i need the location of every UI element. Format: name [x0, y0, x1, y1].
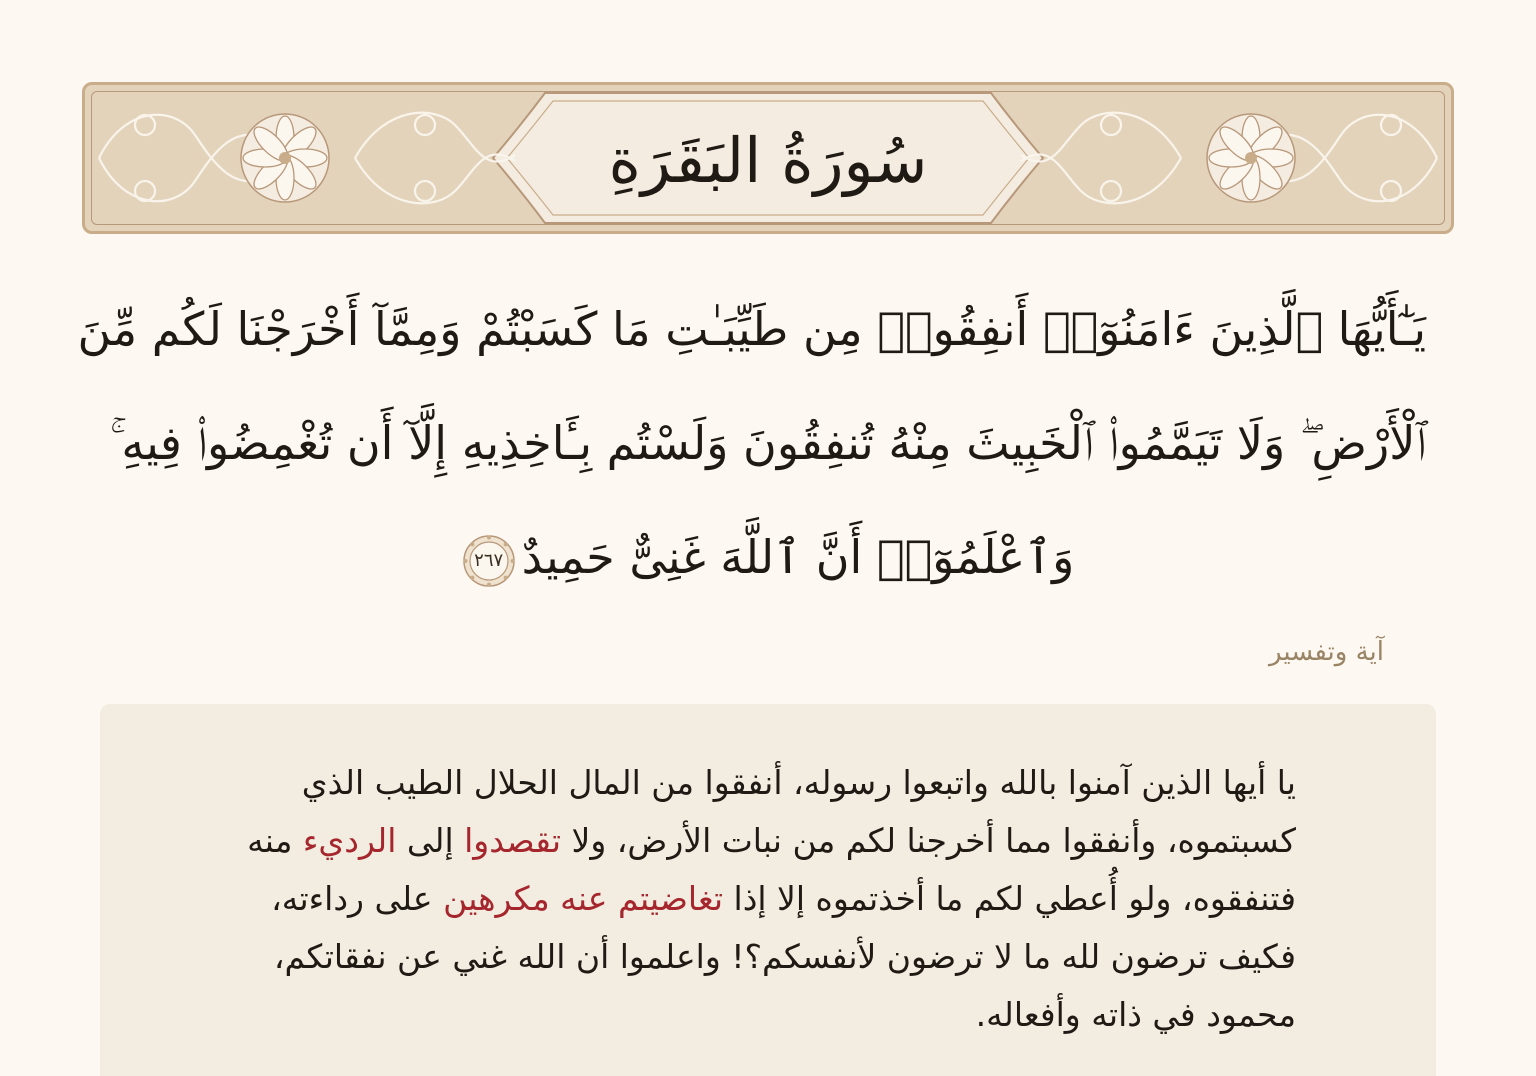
ayah-number: ٢٦٧	[474, 550, 504, 571]
tafsir-line-2-part-b: إلى	[396, 821, 465, 860]
verse-line-2: ٱلْأَرْضِ ۖ وَلَا تَيَمَّمُوا۟ ٱلْخَبِيثَ مِنْهُ تُنفِقُونَ وَلَسْتُم بِـَٔاخِذِيهِ إِلَّآ أَن تُغْمِضُوا۟ فِيهِ ۚ	[109, 416, 1426, 470]
surah-header-banner	[82, 82, 1454, 234]
verse-line-1: يَـٰٓأَيُّهَا ٱلَّذِينَ ءَامَنُوٓا۟ أَنفِقُوا۟ مِن طَيِّبَـٰتِ مَا كَسَبْتُمْ وَمِمَّآ أَخْرَجْنَا لَكُم مِّنَ	[77, 302, 1426, 356]
tafsir-box	[100, 704, 1436, 1076]
tafsir-line-3-part-b: على رداءته،	[271, 879, 444, 918]
verse-line-3	[110, 500, 1426, 614]
tafsir-line-5: محمود في ذاته وأفعاله.	[975, 995, 1296, 1034]
tafsir-highlight-word-1[interactable]: تقصدوا	[464, 821, 562, 860]
tafsir-line-3-part-a: فتنفقوه، ولو أُعطي لكم ما أخذتموه إلا إذا	[723, 879, 1296, 918]
verse-line-3-text: وَٱعْلَمُوٓا۟ أَنَّ ٱللَّهَ غَنِىٌّ حَمِيدٌ	[521, 530, 1075, 584]
surah-title: سُورَةُ البَقَرَةِ	[608, 124, 928, 197]
tafsir-line-4: فكيف ترضون لله ما لا ترضون لأنفسكم؟! واعلموا أن الله غني عن نفقاتكم،	[273, 937, 1296, 976]
tafsir-highlight-phrase[interactable]: تغاضيتم عنه مكرهين	[443, 879, 724, 918]
tafsir-line-2-part-a: كسبتموه، وأنفقوا مما أخرجنا لكم من نبات الأرض، ولا	[561, 821, 1296, 860]
tafsir-line-1: يا أيها الذين آمنوا بالله واتبعوا رسوله، أنفقوا من المال الحلال الطيب الذي	[301, 763, 1296, 802]
tafsir-line-2	[170, 812, 1296, 870]
section-label: آية وتفسير	[1269, 637, 1384, 667]
tafsir-highlight-word-2[interactable]: الرديء	[302, 821, 397, 860]
verse-text	[77, 272, 1426, 614]
ayah-number-marker	[462, 534, 516, 588]
tafsir-line-2-part-c: منه	[247, 821, 303, 860]
tafsir-line-3	[170, 870, 1296, 928]
